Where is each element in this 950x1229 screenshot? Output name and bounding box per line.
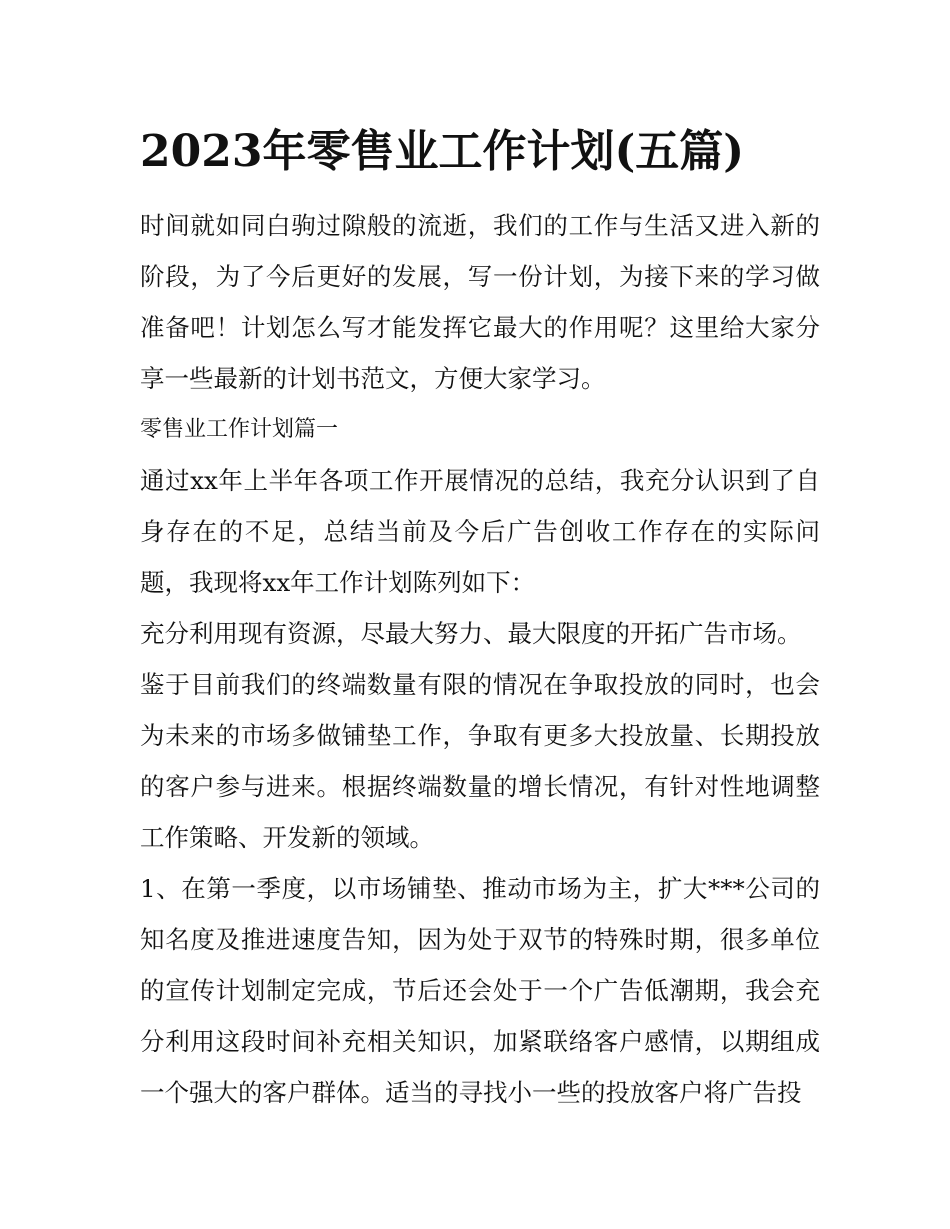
document-body [140, 118, 820, 1118]
intro-paragraph: 时间就如同白驹过隙般的流逝，我们的工作与生活又进入新的阶段，为了今后更好的发展，写一份计划，为接下来的学习做准备吧！计划怎么写才能发挥它最大的作用呢？这里给大家分享一些最新的计划书范文，方便大家学习。 [140, 211, 820, 393]
first-quarter-paragraph: 1、在第一季度，以市场铺垫、推动市场为主，扩大***公司的知名度及推进速度告知，因为处于双节的特殊时期，很多单位的宣传计划制定完成，节后还会处于一个广告低潮期，我会充分利用这段时间补充相关知识，加紧联络客户感情，以期组成一个强大的客户群体。适当的寻找小一些的投放客户将广告投 [140, 874, 820, 1107]
resource-paragraph: 充分利用现有资源，尽最大努力、最大限度的开拓广告市场。 [140, 619, 802, 648]
summary-paragraph: 通过xx年上半年各项工作开展情况的总结，我充分认识到了自身存在的不足，总结当前及今后广告创收工作存在的实际问题，我现将xx年工作计划陈列如下： [140, 466, 820, 597]
document-title: 2023年零售业工作计划(五篇) [140, 126, 745, 177]
market-paragraph: 鉴于目前我们的终端数量有限的情况在争取投放的同时，也会为未来的市场多做铺垫工作，争取有更多大投放量、长期投放的客户参与进来。根据终端数量的增长情况，有针对性地调整工作策略、开发新的领域。 [140, 670, 820, 852]
section-heading: 零售业工作计划篇一 [140, 417, 339, 442]
